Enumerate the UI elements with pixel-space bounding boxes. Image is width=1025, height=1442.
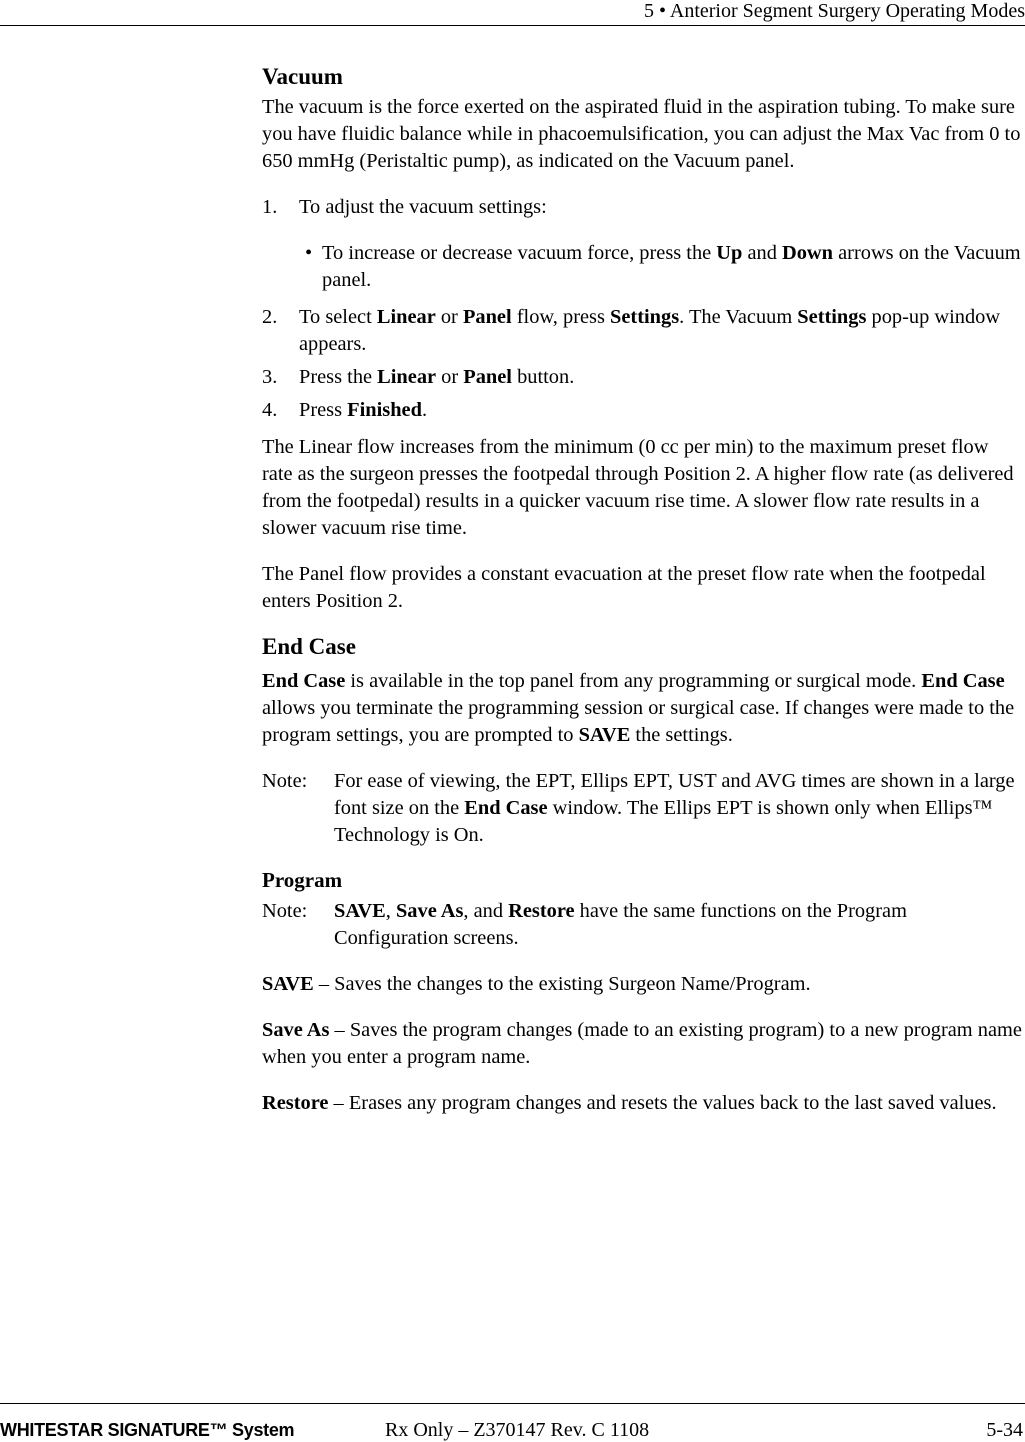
step-text: To adjust the vacuum settings: [299,196,547,218]
page-body [262,60,1024,1117]
step-2: 2. To select Linear or Panel flow, press Settings. The Vacuum Settings pop-up window appears. [262,306,1001,355]
running-header: 5 • Anterior Segment Surgery Operating Modes [643,0,1025,22]
header-rule [0,25,1025,26]
step-1 [262,194,1024,221]
step-number: 4. [262,399,278,421]
program-heading: Program [262,868,343,892]
footer-rule [0,1403,1025,1404]
note-label: Note: [262,900,308,922]
panel-term: Panel [463,366,512,388]
vacuum-intro: The vacuum is the force exerted on the aspirated fluid in the aspiration tubing. To make sure you have fluidic balance while in phacoemulsification, you can adjust the Max Vac from 0 to 650 mmHg (Peristaltic pump), as indicated on the Vacuum panel. [262,96,1021,172]
footer-brand: WHITESTAR SIGNATURE™ System [0,1420,295,1440]
linear-flow-paragraph: The Linear flow increases from the minimum (0 cc per min) to the maximum preset flow rate as the surgeon presses the footpedal through Position 2. A higher flow rate (as delivered from the footpedal) results in a quicker vacuum rise time. A slower flow rate results in a slower vacuum rise time. [262,436,1014,539]
bullet-mark: • [305,242,313,264]
step-3: 3. Press the Linear or Panel button. [262,364,1024,391]
note-label: Note: [262,770,308,792]
step-number: 3. [262,366,278,388]
step-number: 1. [262,196,278,218]
restore-definition: Restore – Erases any program changes and resets the values back to the last saved values. [262,1092,997,1114]
linear-term: Linear [377,366,437,388]
step-number: 2. [262,306,278,328]
finished-term: Finished [347,399,422,421]
linear-term: Linear [376,306,436,328]
step-4: 4. Press Finished. [262,397,1024,424]
panel-term: Panel [462,306,512,328]
down-term: Down [782,242,834,264]
end-case-note: Note: For ease of viewing, the EPT, Ellips EPT, UST and AVG times are shown in a large font size on the End Case window. The Ellips EPT is shown only when Ellips™ Technology is On. [262,770,1015,846]
end-case-paragraph: End Case is available in the top panel from any programming or surgical mode. End Case allows you terminate the programming session or surgical case. If changes were made to the program settings, you are prompted to SAVE the settings. [262,670,1015,746]
panel-flow-paragraph: The Panel flow provides a constant evacuation at the preset flow rate when the footpedal enters Position 2. [262,563,986,612]
program-note: Note: SAVE, Save As, and Restore have the same functions on the Program Configuration screens. [262,900,907,949]
save-definition: SAVE – Saves the changes to the existing Surgeon Name/Program. [262,973,811,995]
step-1-bullet: • To increase or decrease vacuum force, press the Up and Down arrows on the Vacuum panel. [305,242,1021,291]
save-as-definition: Save As – Saves the program changes (made to an existing program) to a new program name when you enter a program name. [262,1019,1022,1068]
settings-term: Settings [797,306,867,328]
footer-revision: Rx Only – Z370147 Rev. C 1108 [385,1419,650,1441]
settings-term: Settings [610,306,680,328]
page-number: 5-34 [986,1419,1023,1441]
end-case-heading: End Case [262,634,356,659]
up-term: Up [716,242,743,264]
vacuum-heading: Vacuum [262,64,343,89]
